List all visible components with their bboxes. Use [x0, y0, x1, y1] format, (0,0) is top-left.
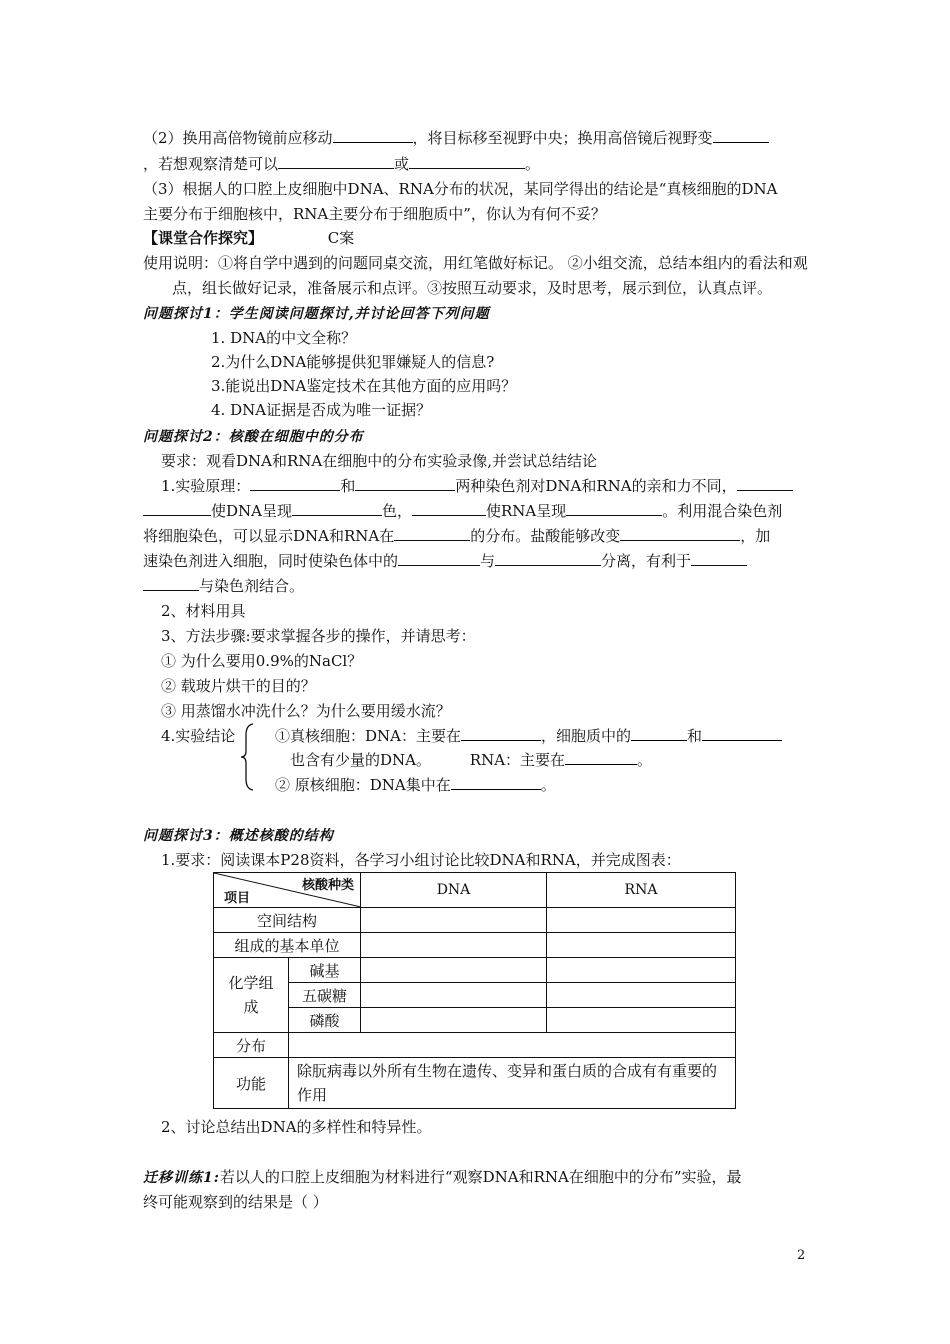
q3-line1: （3）根据人的口腔上皮细胞中DNA、RNA分布的状况，某同学得出的结论是“真核细胞的DNA — [143, 180, 778, 198]
answer-cell[interactable] — [547, 908, 736, 933]
principle-line1: 1.实验原理： 和 两种染色剂对DNA和RNA的亲和力不同， — [161, 476, 793, 496]
answer-cell[interactable] — [547, 983, 736, 1008]
principle-line4: 速染色剂进入细胞，同时使染色体中的 与 分离，有利于 — [143, 551, 747, 571]
blank[interactable] — [394, 526, 470, 541]
transfer-line1: 迁移训练1:若以人的口腔上皮细胞为材料进行“观察DNA和RNA在细胞中的分布”实验，最 — [143, 1168, 742, 1186]
blank[interactable] — [143, 501, 211, 516]
table-row: 组成的基本单位 — [214, 933, 736, 958]
brace-icon — [240, 723, 254, 791]
blank[interactable] — [409, 154, 525, 169]
topic1-item: 1. DNA的中文全称？ — [211, 329, 357, 347]
table-row: 分布 — [214, 1033, 736, 1058]
corner-bottom-label: 项目 — [224, 891, 251, 906]
topic1-item: 4. DNA证据是否成为唯一证据？ — [211, 401, 432, 419]
column-header-dna: DNA — [361, 873, 547, 908]
blank[interactable] — [495, 551, 601, 566]
answer-cell[interactable] — [361, 933, 547, 958]
blank[interactable] — [713, 128, 769, 143]
topic3-requirement: 1.要求：阅读课本P28资料，各学习小组讨论比较DNA和RNA，并完成图表： — [161, 851, 681, 869]
table-row: 空间结构 — [214, 908, 736, 933]
answer-cell[interactable] — [361, 983, 547, 1008]
answer-cell[interactable] — [361, 908, 547, 933]
answer-cell[interactable] — [547, 933, 736, 958]
transfer-line2: 终可能观察到的结果是（ ） — [143, 1193, 328, 1211]
blank[interactable] — [143, 576, 199, 591]
q3-line2: 主要分布于细胞核中，RNA主要分布于细胞质中”，你认为有何不妥？ — [143, 205, 606, 223]
chem-composition-label: 化学组成 — [214, 958, 289, 1033]
function-text: 除朊病毒以外所有生物在遗传、变异和蛋白质的合成有有重要的作用 — [289, 1058, 736, 1109]
step-question: ① 为什么要用0.9%的NaCl？ — [161, 652, 363, 670]
table-corner — [214, 873, 361, 908]
plan-label: C案 — [327, 229, 355, 247]
topic1-heading: 问题探讨1：学生阅读问题探讨,并讨论回答下列问题 — [143, 306, 490, 322]
corner-top-label: 核酸种类 — [301, 878, 354, 893]
page-number: 2 — [797, 1248, 806, 1263]
conclusion-line2: 也含有少量的DNA。 RNA：主要在 。 — [290, 751, 653, 769]
q2-line1: （2）换用高倍物镜前应移动 ，将目标移至视野中央；换用高倍镜后视野变 — [143, 128, 769, 148]
usage-line1: 使用说明：①将自学中遇到的问题同桌交流，用红笔做好标记。 ②小组交流，总结本组内的看法和观 — [143, 254, 808, 272]
section-title: 【课堂合作探究】 — [143, 229, 264, 247]
table-row: 功能 除朊病毒以外所有生物在遗传、变异和蛋白质的合成有有重要的作用 — [214, 1058, 736, 1109]
conclusion-label: 4.实验结论 — [161, 727, 236, 745]
blank[interactable] — [566, 501, 662, 516]
blank[interactable] — [451, 775, 541, 790]
step-question: ② 载玻片烘干的目的？ — [161, 677, 316, 695]
blank[interactable] — [355, 476, 455, 491]
table-row: 五碳糖 — [214, 983, 736, 1008]
blank[interactable] — [398, 551, 480, 566]
topic2-requirement: 要求：观看DNA和RNA在细胞中的分布实验录像,并尝试总结结论 — [161, 452, 598, 470]
blank[interactable] — [631, 726, 687, 741]
blank[interactable] — [461, 726, 541, 741]
blank[interactable] — [278, 154, 394, 169]
principle-line5: 与染色剂结合。 — [143, 576, 304, 596]
comparison-table — [213, 872, 736, 1109]
blank[interactable] — [620, 526, 740, 541]
blank[interactable] — [737, 476, 793, 491]
blank[interactable] — [333, 128, 413, 143]
table-row: 磷酸 — [214, 1008, 736, 1033]
materials-label: 2、材料用具 — [161, 602, 246, 620]
answer-cell[interactable] — [361, 958, 547, 983]
principle-line3: 将细胞染色，可以显示DNA和RNA在 的分布。盐酸能够改变 ，加 — [143, 527, 771, 545]
answer-cell[interactable] — [547, 1008, 736, 1033]
topic1-item: 3.能说出DNA鉴定技术在其他方面的应用吗？ — [211, 377, 517, 395]
q2-line2: ，若想观察清楚可以 或 。 — [143, 155, 541, 173]
blank[interactable] — [292, 501, 382, 516]
column-header-rna: RNA — [547, 873, 736, 908]
table-row: 化学组成 碱基 — [214, 958, 736, 983]
conclusion-line1: ①真核细胞：DNA：主要在 ，细胞质中的 和 — [275, 726, 782, 746]
answer-cell[interactable] — [547, 958, 736, 983]
step-question: ③ 用蒸馏水冲洗什么？为什么要用缓水流？ — [161, 702, 451, 720]
transfer-label: 迁移训练1: — [143, 1170, 220, 1186]
blank[interactable] — [702, 726, 782, 741]
topic2-heading: 问题探讨2：核酸在细胞中的分布 — [143, 429, 364, 445]
answer-cell[interactable] — [361, 1008, 547, 1033]
blank[interactable] — [250, 476, 340, 491]
topic1-item: 2.为什么DNA能够提供犯罪嫌疑人的信息? — [211, 353, 495, 371]
blank[interactable] — [565, 750, 637, 765]
topic3-item2: 2、讨论总结出DNA的多样性和特异性。 — [161, 1118, 432, 1136]
answer-cell[interactable] — [289, 1033, 736, 1058]
usage-line2: 点，组长做好记录，准备展示和点评。③按照互动要求，及时思考，展示到位，认真点评。 — [172, 279, 773, 297]
blank[interactable] — [412, 501, 486, 516]
steps-label: 3、方法步骤:要求掌握各步的操作，并请思考： — [161, 627, 476, 645]
blank[interactable] — [691, 551, 747, 566]
conclusion-line3: ② 原核细胞：DNA集中在 。 — [275, 776, 556, 794]
principle-line2: 使DNA呈现 色， 使RNA呈现 。利用混合染色剂 — [143, 501, 782, 521]
topic3-heading: 问题探讨3：概述核酸的结构 — [143, 828, 334, 844]
section-heading — [143, 228, 354, 248]
